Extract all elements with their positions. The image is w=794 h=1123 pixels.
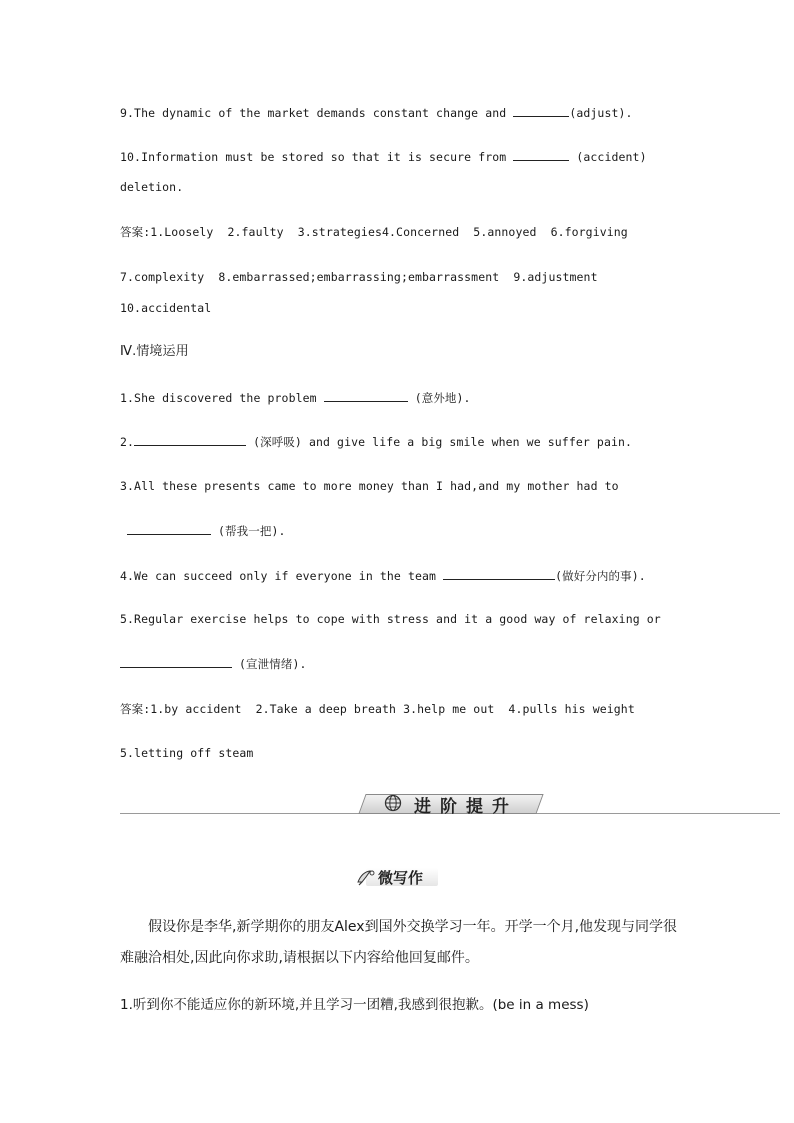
question-10-continued: deletion. [120, 180, 184, 194]
question-iv-3-continued: (帮我一把). [127, 522, 286, 539]
writing-prompt: 假设你是李华,新学期你的朋友Alex到国外交换学习一年。开学一个月,他发现与同学很难融洽相处,因此向你求助,请根据以下内容给他回复邮件。 [120, 919, 678, 966]
answer-blank[interactable] [120, 655, 232, 668]
pen-icon [356, 868, 378, 886]
answer-blank[interactable] [443, 567, 555, 580]
subsection-badge [356, 866, 440, 888]
answer-key-line-2: 7.complexity 8.embarrassed;embarrassing;embarrassment 9.adjustment [120, 270, 598, 284]
answer-blank[interactable] [513, 104, 569, 117]
question-iv-5-continued: (宣泄情绪). [120, 655, 307, 672]
answer-blank[interactable] [324, 389, 408, 402]
globe-icon [384, 794, 402, 812]
answer-key-iv-line-2: 5.letting off steam [120, 746, 254, 760]
question-9: 9.The dynamic of the market demands constant change and (adjust). [120, 106, 633, 120]
answer-blank[interactable] [134, 433, 246, 446]
answer-blank[interactable] [513, 148, 569, 161]
answer-key-line-1: 答案:1.Loosely 2.faulty 3.strategies4.Concerned 5.annoyed 6.forgiving [120, 225, 628, 239]
question-10: 10.Information must be stored so that it is secure from (accident) [120, 150, 647, 164]
answer-key-line-3: 10.accidental [120, 301, 212, 315]
question-iv-5: 5.Regular exercise helps to cope with stress and it a good way of relaxing or [120, 612, 661, 626]
question-iv-3: 3.All these presents came to more money than I had,and my mother had to [120, 479, 619, 493]
subsection-title: 微写作 [378, 869, 424, 887]
answer-blank[interactable] [127, 522, 211, 535]
section-heading-iv: Ⅳ.情境运用 [120, 344, 189, 359]
question-iv-4: 4.We can succeed only if everyone in the team (做好分内的事). [120, 569, 646, 583]
writing-item-1: 1.听到你不能适应你的新环境,并且学习一团糟,我感到很抱歉。(be in a mess) [120, 997, 589, 1013]
section-banner-title: 进阶提升 [414, 797, 518, 817]
answer-key-iv-line-1: 答案:1.by accident 2.Take a deep breath 3.help me out 4.pulls his weight [120, 702, 635, 716]
question-iv-1: 1.She discovered the problem (意外地). [120, 391, 471, 405]
question-iv-2: 2. (深呼吸) and give life a big smile when we suffer pain. [120, 435, 633, 449]
section-banner [362, 791, 538, 815]
